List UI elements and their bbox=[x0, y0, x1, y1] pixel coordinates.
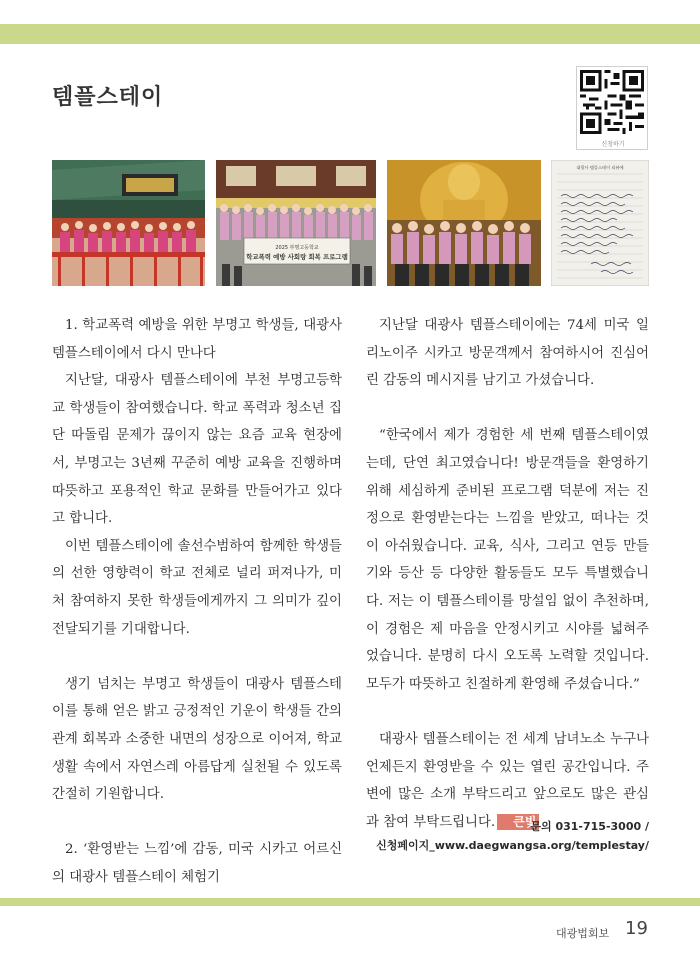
contact-web[interactable]: 신청페이지_www.daegwangsa.org/templestay/ bbox=[376, 839, 649, 852]
buddha-hall-students-photo bbox=[387, 160, 541, 286]
left-paragraph-1: 지난달, 대광사 템플스테이에 부천 부명고등학교 학생들이 참여했습니다. 학교 폭력과 청소년 집단 따돌림 문제가 끊이지 않는 요즘 교육 현장에서, 부명고는 3년째 꾸준히 예방 교육을 진행하며 따뜻하고 포용적인 학교 문화를 만들어가고 있다고 합니다. bbox=[52, 373, 342, 527]
closing-text: 대광사 템플스테이는 전 세계 남녀노소 누구나 언제든지 환영받을 수 있는 열린 공간입니다. 주변에 많은 소개 부탁드리고 앞으로도 많은 관심과 참여 부탁드립니다. bbox=[366, 731, 649, 830]
banner-line-2: 학교폭력 예방 사회랑 회복 프로그램 bbox=[246, 253, 348, 261]
banner-line-1: 2025 부명고등학교 bbox=[275, 245, 319, 251]
publication-name: 대광법회보 bbox=[556, 927, 610, 940]
qr-code-label: 신청하기 bbox=[601, 141, 625, 148]
handwritten-letter-photo bbox=[551, 160, 649, 286]
left-column bbox=[52, 312, 342, 891]
temple-gate-students-photo bbox=[52, 160, 205, 286]
heading-1: 1. 학교폭력 예방을 위한 부명고 학생들, 대광사 템플스테이에서 다시 만나다 bbox=[52, 318, 342, 361]
bottom-accent-bar bbox=[0, 898, 700, 906]
right-paragraph-1: 지난달 대광사 템플스테이에는 74세 미국 일리노이주 시카고 방문객께서 참여하시어 진심어린 감동의 메시지를 남기고 가셨습니다. bbox=[366, 318, 649, 389]
left-paragraph-3: 생기 넘치는 부명고 학생들이 대광사 템플스테이를 통해 얻은 밝고 긍정적인 기운이 학생들 간의 관계 회복과 소중한 내면의 성장으로 이어져, 학교생활 속에서 자연스레 아름답게 실천될 수 있도록 간절히 기원합니다. bbox=[52, 676, 342, 803]
top-accent-bar bbox=[0, 24, 700, 44]
heading-2: 2. ‘환영받는 느낌’에 감동, 미국 시카고 어르신의 대광사 템플스테이 체험기 bbox=[52, 842, 342, 885]
left-paragraph-2: 이번 템플스테이에 솔선수범하여 함께한 학생들의 선한 영향력이 학교 전체로 널리 퍼져나가, 미처 참여하지 못한 학생들에게까지 그 의미가 깊이 전달되기를 기대합니다. bbox=[52, 538, 342, 637]
section-title: 템플스테이 bbox=[52, 85, 164, 110]
author-tag: 큰빛 bbox=[497, 814, 539, 830]
right-column bbox=[366, 312, 649, 836]
letter-title: 대광사 템플스테이 리뷰에 bbox=[576, 165, 624, 170]
page-number: 19 bbox=[625, 918, 648, 939]
qr-code-box[interactable] bbox=[576, 66, 648, 150]
group-banner-photo bbox=[216, 160, 376, 286]
qr-code-icon bbox=[580, 70, 644, 134]
testimonial-quote: “한국에서 제가 경험한 세 번째 템플스테이였는데, 단연 최고였습니다! 방문객들을 환영하기 위해 세심하게 준비된 프로그램 덕분에 저는 진정으로 환영받는다는 느낌을 받았고, 떠나는 것이 아쉬웠습니다. 교육, 식사, 그리고 연등 만들기와 등산 등 다양한 활동들도 모두 특별했습니다. 저는 이 템플스테이를 망설임 없이 추천하며, 이 경험은 제 마음을 안정시키고 시야를 넓혀주었습니다. 분명히 다시 오도록 노력할 것입니다. 모두가 따뜻하고 친절하게 환영해 주셨습니다.” bbox=[366, 428, 649, 692]
contact-phone: 문의 031-715-3000 / bbox=[530, 820, 649, 833]
